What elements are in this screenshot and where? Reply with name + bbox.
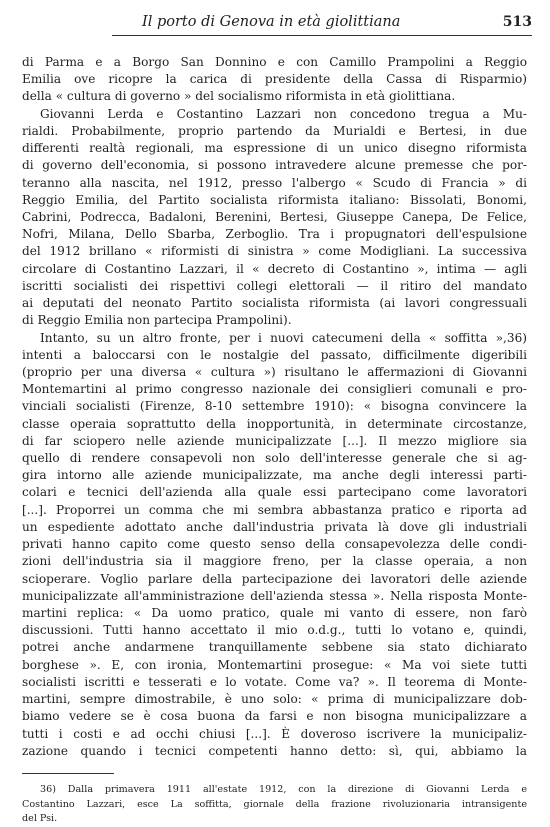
text-line: potrei anche andarmene tranquillamente sebbene sia stato dichiarato xyxy=(22,640,527,655)
text-line: tutti i costi e ad occhi chiusi [...]. È doveroso iscrivere la municipaliz- xyxy=(22,726,527,741)
text-line: discussioni. Tutti hanno accettato il mio o.d.g., tutti lo votano e, quindi, xyxy=(22,623,527,638)
footnote-line: 36) Dalla primavera 1911 all'estate 1912, con la direzione di Giovanni Lerda e xyxy=(40,784,527,795)
page-number: 513 xyxy=(502,14,532,30)
footnote-rule xyxy=(22,773,114,774)
text-line: del 1912 brillano « riformisti di sinistra » come Modigliani. La successiva xyxy=(22,244,527,259)
footnote-line: Costantino Lazzari, esce La soffitta, giornale della frazione rivoluzionaria intransigente xyxy=(22,798,527,810)
page-header xyxy=(112,14,532,36)
text-line: intenti a baloccarsi con le nostalgie del passato, difficilmente digeribili xyxy=(22,347,527,362)
text-line: zazione quando i tecnici competenti hanno detto: sì, qui, abbiamo la xyxy=(22,743,527,758)
text-line: municipalizzate all'amministrazione dell'azienda stessa ». Nella risposta Monte- xyxy=(22,588,527,603)
text-line: zioni dell'industria sia il maggiore freno, per la classe operaia, a non xyxy=(22,554,527,569)
text-line: Emilia ove ricopre la carica di presidente della Cassa di Risparmio) xyxy=(22,72,527,87)
text-line: rialdi. Probabilmente, proprio partendo da Murialdi e Bertesi, in due xyxy=(22,123,527,138)
text-line: [...]. Proporrei un comma che mi sembra abbastanza pratico e riporta ad xyxy=(22,502,527,517)
text-line: di Reggio Emilia non partecipa Prampolini). xyxy=(22,313,292,328)
footnotes xyxy=(22,783,527,827)
body-text xyxy=(22,54,527,760)
text-line: quello di rendere consapevoli non solo dell'interesse generale che si ag- xyxy=(22,451,527,466)
text-line: classe operaia soprattutto della inopportunità, in determinate circostanze, xyxy=(22,416,527,431)
text-line: biamo vedere se è cosa buona da farsi e non bisogna municipalizzare a xyxy=(22,709,527,724)
text-line: teranno alla nascita, nel 1912, presso l'albergo « Scudo di Francia » di xyxy=(22,175,527,190)
text-line: borghese ». E, con ironia, Montemartini prosegue: « Ma voi siete tutti xyxy=(22,657,527,672)
text-line: colari e tecnici dell'azienda alla quale essi partecipano come lavoratori xyxy=(22,485,527,500)
text-line: Cabrini, Podrecca, Badaloni, Berenini, Bertesi, Giuseppe Canepa, De Felice, xyxy=(22,209,527,224)
text-line: di Parma e a Borgo San Donnino e con Camillo Prampolini a Reggio xyxy=(22,55,527,69)
text-line: un espediente adottato anche dall'industria privata là dove gli industriali xyxy=(22,519,527,534)
header-rule xyxy=(112,35,532,36)
text-line: ai deputati del neonato Partito socialista riformista (ai lavori congressuali xyxy=(22,296,527,311)
text-line: gira intorno alle aziende municipalizzate, ma anche degli interessi parti- xyxy=(22,468,527,483)
text-line: (proprio per una diversa « cultura ») risultano le affermazioni di Giovanni xyxy=(22,364,527,379)
text-line: Reggio Emilia, del Partito socialista riformista italiano: Bissolati, Bonomi, xyxy=(22,192,527,207)
text-line: della « cultura di governo » del socialismo riformista in età giolittiana. xyxy=(22,89,456,104)
text-line: socialisti iscritti e tesserati e lo votate. Come va? ». Il teorema di Monte- xyxy=(22,674,527,689)
text-line: martini, sempre dimostrabile, è uno solo: « prima di municipalizzare dob- xyxy=(22,692,527,707)
text-line: Giovanni Lerda e Costantino Lazzari non concedono tregua a Mu- xyxy=(40,106,527,121)
text-line: vinciali socialisti (Firenze, 8-10 settembre 1910): « bisogna convincere la xyxy=(22,399,527,414)
text-line: di governo dell'economia, si possono intravedere alcune premesse che por- xyxy=(22,158,527,173)
running-title: Il porto di Genova in età giolittiana xyxy=(142,14,401,30)
text-line: Nofri, Milana, Dello Sbarba, Zerboglio. Tra i propugnatori dell'espulsione xyxy=(22,227,527,242)
text-line: differenti realtà regionali, ma espressione di un unico disegno riformista xyxy=(22,141,527,156)
text-line: di far sciopero nelle aziende municipalizzate [...]. Il mezzo migliore sia xyxy=(22,433,527,448)
text-line: martini replica: « Da uomo pratico, quale mi vanto di essere, non farò xyxy=(22,606,527,620)
text-line: scioperare. Voglio parlare della partecipazione dei lavoratori delle aziende xyxy=(22,571,527,586)
text-line: Intanto, su un altro fronte, per i nuovi catecumeni della « soffitta »,36) xyxy=(40,330,527,345)
text-line: privati hanno capito come questo senso della consapevolezza delle condi- xyxy=(22,537,527,552)
footnote-line: del Psi. xyxy=(22,813,58,824)
text-line: circolare di Costantino Lazzari, il « decreto di Costantino », intima — agli xyxy=(22,261,527,276)
text-line: iscritti socialisti dei rispettivi collegi elettorali — il ritiro del mandato xyxy=(22,278,527,293)
text-line: Montemartini al primo congresso nazionale dei consiglieri comunali e pro- xyxy=(22,382,527,397)
